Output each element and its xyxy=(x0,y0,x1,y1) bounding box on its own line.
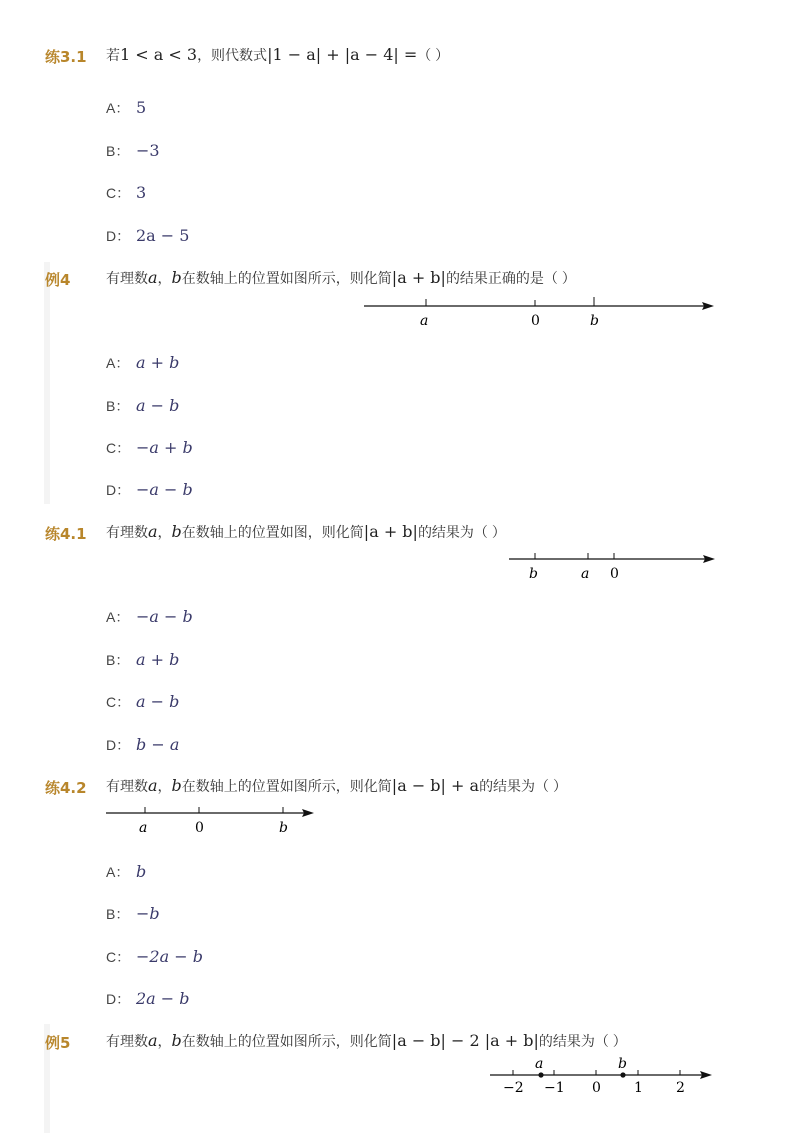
number-line-figure xyxy=(102,802,322,838)
question-label: 例5 xyxy=(45,1034,71,1052)
question-label: 练4.1 xyxy=(45,525,87,543)
number-line-figure xyxy=(360,295,720,331)
option-b[interactable]: B： −b xyxy=(106,904,160,923)
axis-label-zero: 0 xyxy=(195,820,204,836)
number-line-figure xyxy=(486,1052,720,1096)
option-a[interactable]: A： 5 xyxy=(106,98,147,117)
option-d[interactable]: D： 2a − 5 xyxy=(106,226,190,245)
point-b xyxy=(620,1072,625,1077)
option-c[interactable]: C： −a + b xyxy=(106,438,193,457)
axis-label-b: b xyxy=(279,820,288,836)
axis-label-a: a xyxy=(581,566,590,582)
question-label: 例4 xyxy=(45,271,71,289)
expression-math: |a − b| + a xyxy=(391,776,480,795)
expression-math: |a + b| xyxy=(391,268,446,287)
question-stem: 若1 < a < 3，则代数式|1 − a| + |a − 4| =（ ） xyxy=(106,45,450,64)
condition-math: 1 < a < 3 xyxy=(120,45,198,64)
tick-label: −2 xyxy=(503,1080,524,1096)
option-d[interactable]: D： b − a xyxy=(106,735,180,754)
option-d[interactable]: D： 2a − b xyxy=(106,989,190,1008)
axis-label-b: b xyxy=(590,313,599,329)
option-a[interactable]: A： b xyxy=(106,862,147,881)
option-b[interactable]: B： a + b xyxy=(106,650,180,669)
point-label-a: a xyxy=(535,1056,544,1072)
tick-label: 2 xyxy=(676,1080,685,1096)
axis-label-b: b xyxy=(529,566,538,582)
option-c[interactable]: C： a − b xyxy=(106,692,180,711)
tick-label: −1 xyxy=(544,1080,565,1096)
question-label: 练4.2 xyxy=(45,779,87,797)
expression-math: |a − b| − 2 |a + b| xyxy=(391,1031,539,1050)
tick-label: 1 xyxy=(634,1080,643,1096)
axis-label-a: a xyxy=(139,820,148,836)
point-label-b: b xyxy=(618,1056,627,1072)
question-stem: 有理数a，b在数轴上的位置如图所示，则化简|a − b| + a的结果为（ ） xyxy=(106,776,567,795)
tick-label: 0 xyxy=(592,1080,601,1096)
axis-label-zero: 0 xyxy=(610,566,619,582)
option-b[interactable]: B： −3 xyxy=(106,141,160,160)
option-a[interactable]: A： a + b xyxy=(106,353,180,372)
number-line-figure xyxy=(505,548,720,584)
question-label: 练3.1 xyxy=(45,48,87,66)
axis-label-a: a xyxy=(420,313,429,329)
option-c[interactable]: C： −2a − b xyxy=(106,947,203,966)
example-shade xyxy=(44,262,50,504)
question-stem: 有理数a，b在数轴上的位置如图所示，则化简|a − b| − 2 |a + b|的结果为（ ） xyxy=(106,1031,627,1050)
option-a[interactable]: A： −a − b xyxy=(106,607,193,626)
question-stem: 有理数a，b在数轴上的位置如图，则化简|a + b|的结果为（ ） xyxy=(106,522,506,541)
point-a xyxy=(538,1072,543,1077)
question-stem: 有理数a，b在数轴上的位置如图所示，则化简|a + b|的结果正确的是（ ） xyxy=(106,268,576,287)
option-c[interactable]: C： 3 xyxy=(106,183,147,202)
option-d[interactable]: D： −a − b xyxy=(106,480,193,499)
option-b[interactable]: B： a − b xyxy=(106,396,180,415)
expression-math: |a + b| xyxy=(363,522,418,541)
axis-label-zero: 0 xyxy=(531,313,540,329)
expression-math: |1 − a| + |a − 4| = xyxy=(267,45,418,64)
